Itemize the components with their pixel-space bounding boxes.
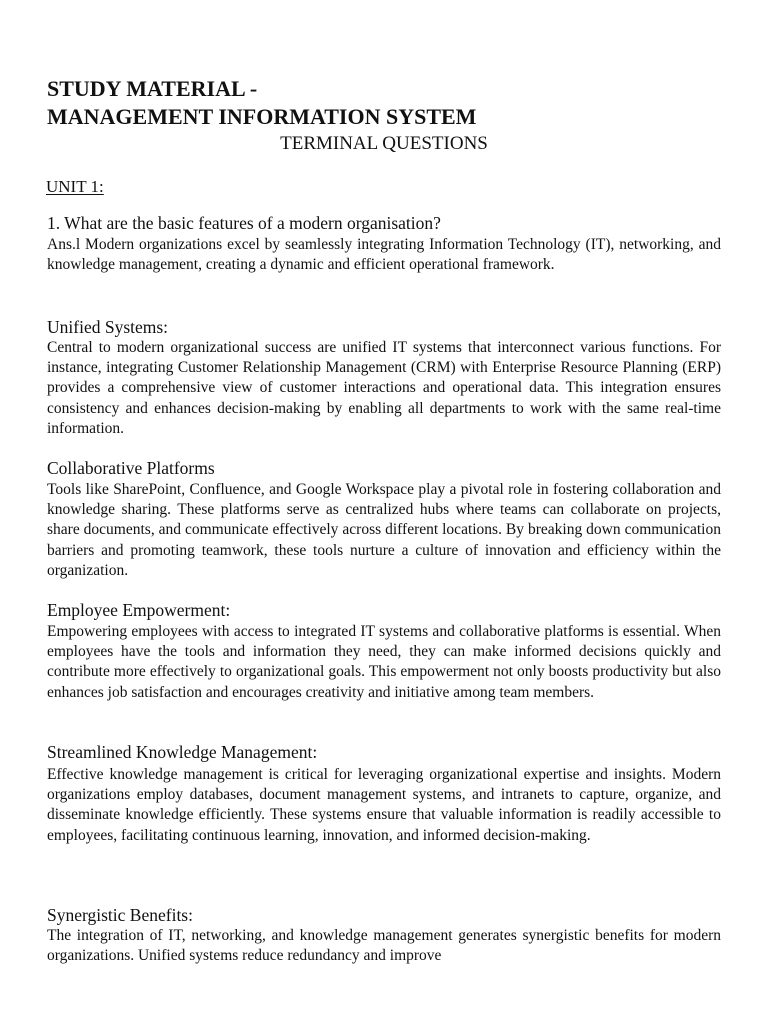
section-body-synergistic-benefits: The integration of IT, networking, and knowledge management generates synergistic benefits for modern organizations. Unified systems reduce redundancy and improve: [47, 927, 721, 965]
answer-paragraph: Ans.l Modern organizations excel by seamlessly integrating Information Technology (IT), networking, and knowledge management, creating a dynamic and efficient operational framework.: [47, 236, 721, 274]
section-heading-synergistic-benefits: Synergistic Benefits:: [47, 905, 193, 925]
section-body-unified-systems: Central to modern organizational success are unified IT systems that interconnect various functions. For instance, integrating Customer Relationship Management (CRM) with Enterprise Resource Planning (ERP) provides a comprehensive view of customer interactions and operational data. This integration ensures consistency and enhances decision-making by enabling all departments to work with the same real-time information.: [47, 339, 721, 437]
section-body-employee-empowerment: Empowering employees with access to integrated IT systems and collaborative platforms is essential. When employees have the tools and information they need, they can make informed decisions quickly and contribute more effectively to organizational goals. This empowerment not only boosts productivity but also enhances job satisfaction and encourages creativity and initiative among team members.: [47, 623, 721, 701]
section-heading-unified-systems: Unified Systems:: [47, 317, 169, 337]
question-text: 1. What are the basic features of a modern organisation?: [47, 213, 441, 233]
unit-label: UNIT 1:: [46, 177, 104, 196]
section-heading-employee-empowerment: Employee Empowerment:: [47, 600, 231, 620]
subtitle-text: TERMINAL QUESTIONS: [280, 133, 488, 154]
page-title-line-1: STUDY MATERIAL -: [47, 76, 258, 101]
section-heading-knowledge-management: Streamlined Knowledge Management:: [47, 742, 318, 762]
section-body-knowledge-management: Effective knowledge management is critical for leveraging organizational expertise and insights. Modern organizations employ databases, document management systems, and intranets to capture, organize, and disseminate knowledge efficiently. These systems ensure that valuable information is readily accessible to employees, facilitating continuous learning, innovation, and informed decision-making.: [47, 766, 721, 844]
section-heading-collaborative-platforms: Collaborative Platforms: [47, 458, 215, 478]
page-title-line-2: MANAGEMENT INFORMATION SYSTEM: [47, 104, 477, 129]
page-subtitle: [0, 132, 768, 156]
section-body-collaborative-platforms: Tools like SharePoint, Confluence, and Google Workspace play a pivotal role in fostering collaboration and knowledge sharing. These platforms serve as centralized hubs where teams can collaborate on projects, share documents, and communicate effectively across different locations. By breaking down communication barriers and promoting teamwork, these tools nurture a culture of innovation and efficiency within the organization.: [47, 481, 721, 579]
